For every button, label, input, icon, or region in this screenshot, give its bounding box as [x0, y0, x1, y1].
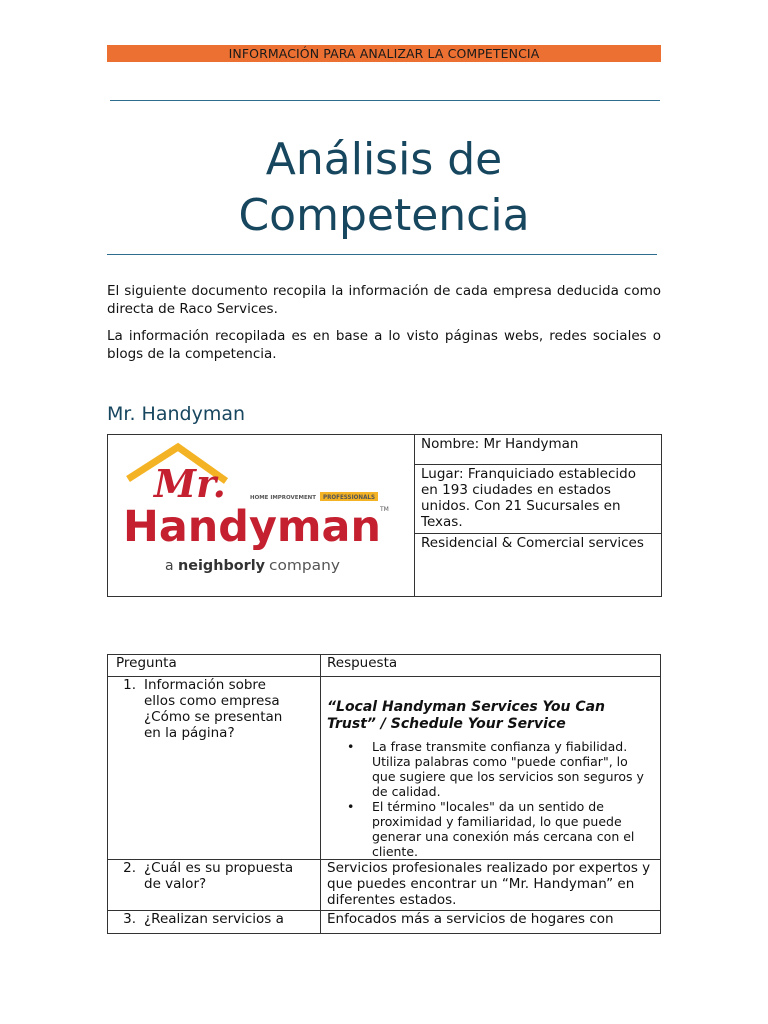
answer-cell: Enfocados más a servicios de hogares con: [321, 911, 661, 934]
table-row: [108, 860, 661, 911]
bullet-text: La frase transmite confianza y fiabilidad. Utiliza palabras como "puede confiar", lo que sugiere que los servicios son seguros y de calidad.: [372, 739, 644, 799]
logo-professionals-text: PROFESSIONALS: [323, 494, 375, 501]
answer-cell: Servicios profesionales realizado por expertos y que puedes encontrar un “Mr. Handyman” en diferentes estados.: [321, 860, 661, 911]
question-text: Información sobre ellos como empresa ¿Cómo se presentan en la página?: [144, 677, 283, 741]
company-info-table: [107, 434, 662, 597]
company-services-cell: Residencial & Comercial services: [415, 533, 662, 596]
title-line-2: Competencia: [238, 190, 530, 241]
answer-cell: [321, 677, 661, 860]
logo-cell: [108, 435, 415, 597]
list-item: [327, 739, 654, 799]
question-cell: [108, 860, 321, 911]
intro-paragraph-1: El siguiente documento recopila la información de cada empresa deducida como directa de Raco Services.: [107, 283, 661, 317]
table-row: [108, 911, 661, 934]
table-row: [108, 677, 661, 860]
document-banner: INFORMACIÓN PARA ANALIZAR LA COMPETENCIA: [107, 45, 661, 62]
title-divider: [107, 254, 657, 255]
logo-handyman-text: Handyman: [123, 502, 381, 552]
question-number: 2.: [123, 860, 136, 876]
question-cell: [108, 911, 321, 934]
company-location-cell: Lugar: Franquiciado establecido en 193 ciudades en estados unidos. Con 21 Sucursales en Texas.: [415, 465, 662, 533]
question-header-label: Pregunta: [116, 655, 177, 671]
question-number: 3.: [123, 911, 136, 927]
intro-paragraph-2: La información recopilada es en base a lo visto páginas webs, redes sociales o blogs de la competencia.: [107, 328, 661, 362]
list-item: [327, 799, 654, 859]
logo-home-improvement-text: HOME IMPROVEMENT: [250, 495, 317, 501]
bullet-text: El término "locales" da un sentido de proximidad y familiaridad, lo que puede generar una conexión más cercana con el cliente.: [372, 799, 635, 859]
question-text: ¿Cuál es su propuesta de valor?: [144, 860, 294, 892]
answer-header-label: Respuesta: [327, 655, 398, 671]
bullet-icon: •: [347, 799, 355, 814]
question-header: [108, 655, 321, 677]
question-text: ¿Realizan servicios a: [144, 911, 284, 927]
top-divider: [110, 100, 660, 101]
section-heading: Mr. Handyman: [107, 403, 246, 425]
answer-bullet-list: [327, 739, 654, 859]
logo-mr-text: Mr.: [154, 461, 226, 506]
answer-header: [321, 655, 661, 677]
questions-table: [107, 654, 661, 934]
mr-handyman-logo: [108, 435, 402, 595]
question-number: 1.: [123, 677, 136, 693]
company-name-cell: Nombre: Mr Handyman: [415, 435, 662, 465]
question-cell: [108, 677, 321, 860]
title-line-1: Análisis de: [265, 134, 503, 185]
bullet-icon: •: [347, 739, 355, 754]
logo-sub-company-text: company: [269, 558, 340, 574]
logo-sub-brand-text: neighborly: [178, 558, 265, 574]
slogan-quote: “Local Handyman Services You Can Trust” / Schedule Your Service: [327, 699, 606, 732]
document-title: [107, 132, 661, 244]
logo-tm-text: TM: [380, 506, 389, 513]
logo-sub-a-text: a: [165, 558, 174, 574]
